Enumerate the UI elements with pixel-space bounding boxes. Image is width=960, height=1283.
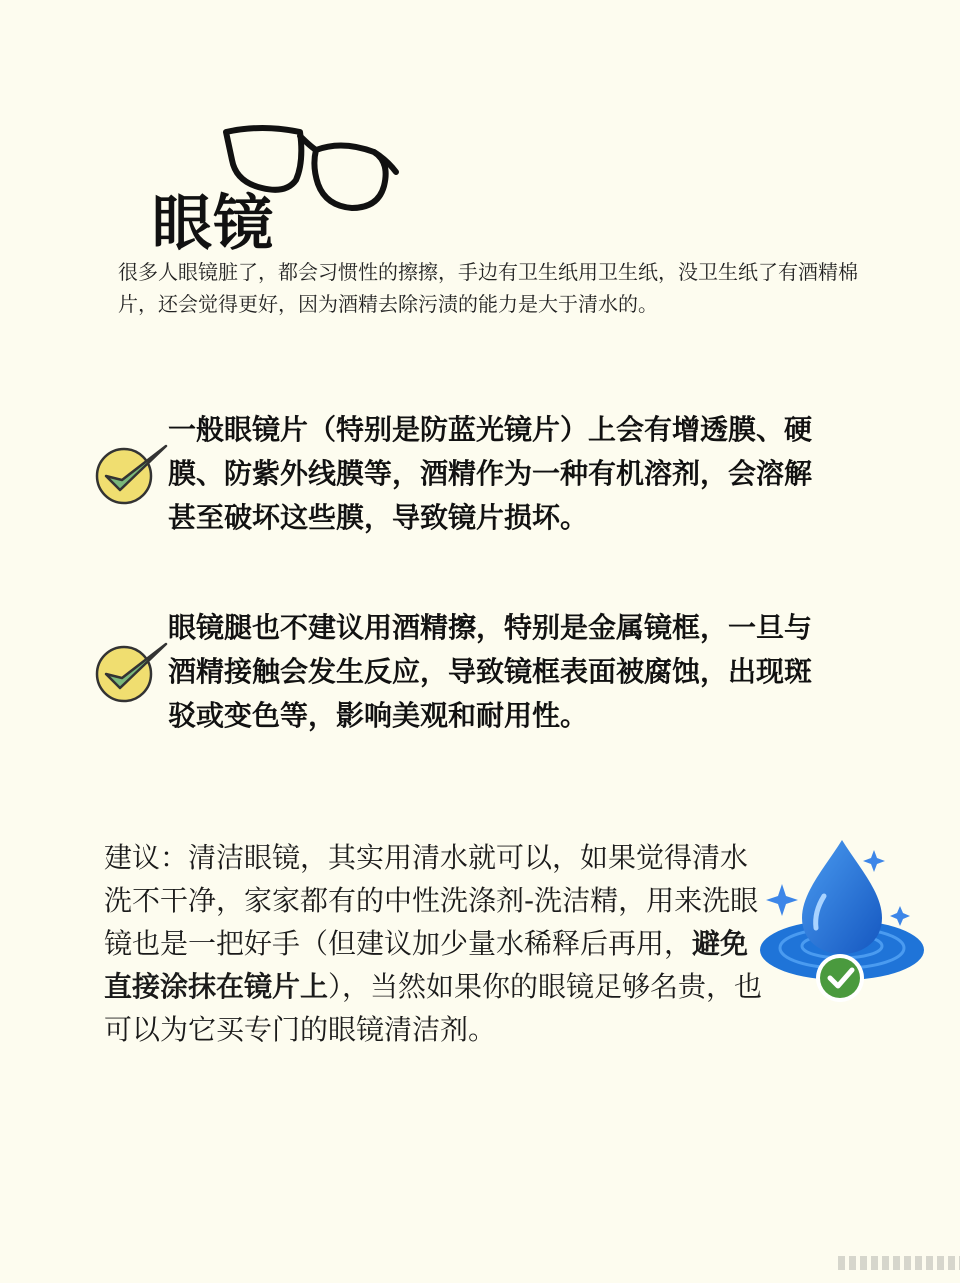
check-circle-icon: [94, 638, 170, 704]
water-drop-icon: [756, 836, 926, 1006]
advice-paragraph: [104, 836, 764, 1051]
point-text-2: 眼镜腿也不建议用酒精擦，特别是金属镜框，一旦与酒精接触会发生反应，导致镜框表面被腐蚀，出现斑驳或变色等，影响美观和耐用性。: [168, 611, 813, 732]
advice-text-part1: 建议：清洁眼镜，其实用清水就可以，如果觉得清水洗不干净，家家都有的中性洗涤剂-洗洁精，用来洗眼镜也是一把好手（但建议加少量水稀释后再用，: [104, 841, 759, 960]
advice-text-part2: ），当然如果你的眼镜足够名贵，也可以为它买专门的眼镜清洁剂。: [104, 970, 763, 1046]
page-title: 眼镜: [152, 189, 274, 259]
advice-highlight: 避免直接涂抹在镜片上: [104, 927, 749, 1003]
point-text-1: 一般眼镜片（特别是防蓝光镜片）上会有增透膜、硬膜、防紫外线膜等，酒精作为一种有机溶剂，会溶解甚至破坏这些膜，导致镜片损坏。: [168, 413, 813, 534]
watermark-bar: [838, 1256, 960, 1270]
intro-paragraph: 很多人眼镜脏了，都会习惯性的擦擦，手边有卫生纸用卫生纸，没卫生纸了有酒精棉片，还会觉得更好，因为酒精去除污渍的能力是大于清水的。: [118, 260, 858, 316]
check-circle-icon: [94, 440, 170, 506]
